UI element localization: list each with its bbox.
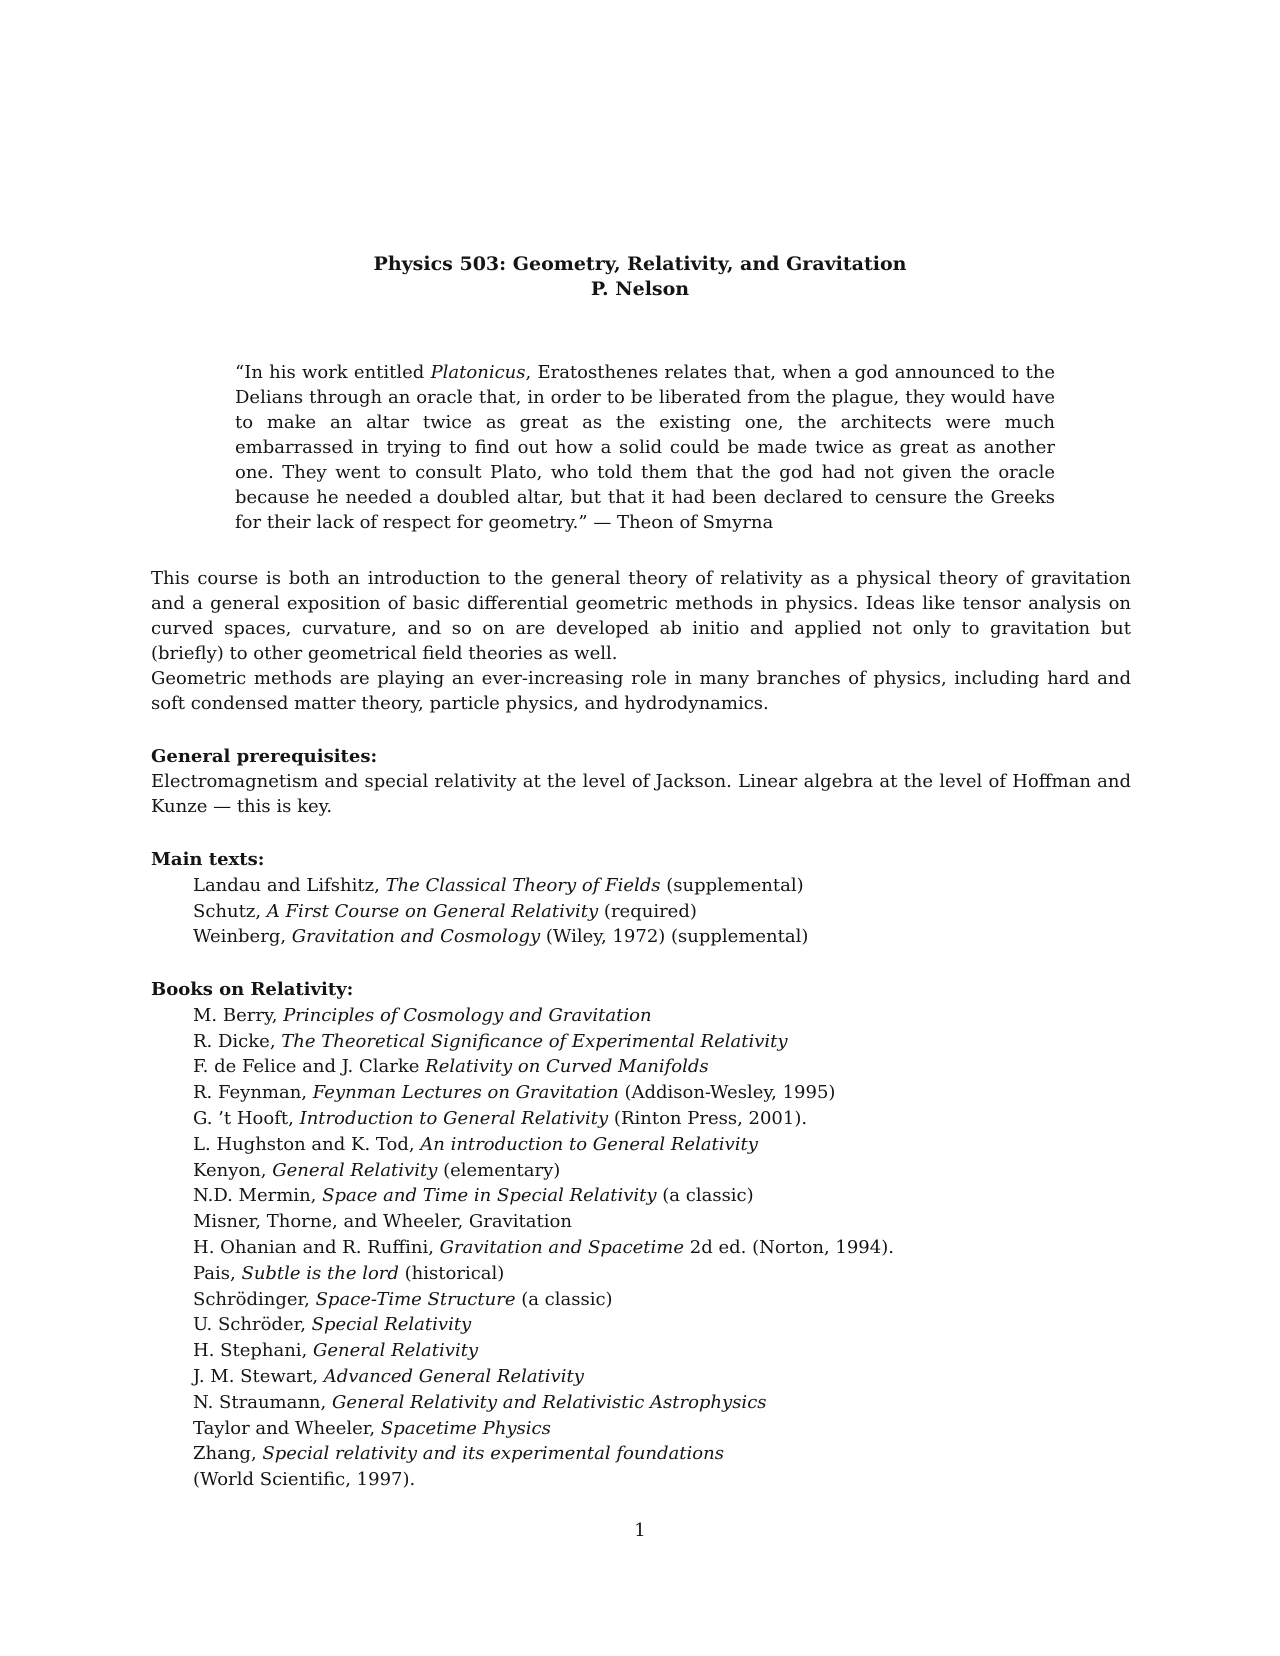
- page-title: Physics 503: Geometry, Relativity, and Gravitation: [373, 253, 907, 275]
- reference-author: H. Stephani,: [193, 1340, 313, 1362]
- reference-entry: [193, 1209, 1131, 1235]
- reference-author: H. Ohanian and R. Ruffini,: [193, 1236, 440, 1258]
- reference-author: F. de Felice and J. Clarke: [193, 1056, 426, 1078]
- reference-entry: [193, 1235, 1131, 1261]
- reference-note: (a classic): [656, 1185, 754, 1207]
- reference-title: Spacetime Physics: [380, 1417, 551, 1439]
- reference-author: R. Dicke,: [193, 1030, 282, 1052]
- reference-title: Feynman Lectures on Gravitation: [312, 1082, 619, 1104]
- reference-author: Kenyon,: [193, 1159, 273, 1181]
- author-name: P. Nelson: [590, 278, 690, 300]
- reference-entry: [193, 873, 1131, 899]
- reference-note: (historical): [398, 1262, 505, 1284]
- reference-note: (a classic): [515, 1288, 613, 1310]
- reference-entry: [193, 1287, 1131, 1313]
- reference-entry: [193, 899, 1131, 925]
- reference-author: Pais,: [193, 1262, 242, 1284]
- reference-author: Schrödinger,: [193, 1288, 316, 1310]
- reference-title: A First Course on General Relativity: [266, 900, 599, 922]
- reference-author: Zhang,: [193, 1443, 263, 1465]
- relativity-books-heading: Books on Relativity:: [151, 979, 354, 1000]
- prerequisites-section: [151, 744, 1131, 819]
- reference-note: (Addison-Wesley, 1995): [618, 1082, 836, 1104]
- reference-title: Introduction to General Relativity: [299, 1107, 609, 1129]
- reference-author: J. M. Stewart,: [193, 1365, 324, 1387]
- reference-title: Gravitation and Spacetime: [439, 1236, 685, 1258]
- reference-title: Gravitation and Cosmology: [291, 926, 541, 948]
- prerequisites-text: Electromagnetism and special relativity at the level of Jackson. Linear algebra at the level of Hoffman and Kunze — this is key.: [151, 771, 1131, 817]
- reference-author: L. Hughston and K. Tod,: [193, 1133, 421, 1155]
- reference-note: (supplemental): [660, 874, 804, 896]
- reference-author: M. Berry,: [193, 1004, 284, 1026]
- reference-entry: [193, 1054, 1131, 1080]
- reference-title: Space-Time Structure: [315, 1288, 516, 1310]
- reference-author: U. Schröder,: [193, 1314, 312, 1336]
- prerequisites-heading: General prerequisites:: [151, 746, 378, 767]
- epigraph-attribution: — Theon of Smyrna: [587, 512, 774, 533]
- reference-author: R. Feynman,: [193, 1082, 313, 1104]
- reference-entry: [193, 1261, 1131, 1287]
- reference-title: General Relativity: [272, 1159, 438, 1181]
- reference-author: Schutz,: [193, 900, 267, 922]
- reference-entry: [193, 1158, 1131, 1184]
- reference-entry: [193, 1003, 1131, 1029]
- main-texts-list: [151, 873, 1131, 950]
- reference-title: Special Relativity: [311, 1314, 472, 1336]
- epigraph-italic-title: Platonicus: [430, 362, 526, 383]
- reference-entry: [193, 1029, 1131, 1055]
- epigraph-quote: [235, 360, 1055, 535]
- reference-author: Taylor and Wheeler,: [193, 1417, 381, 1439]
- reference-author: Landau and Lifshitz,: [193, 874, 386, 896]
- reference-entry: [193, 1312, 1131, 1338]
- reference-author: G. ’t Hooft,: [193, 1107, 300, 1129]
- reference-entry: [193, 924, 1131, 950]
- course-description: [151, 566, 1131, 716]
- reference-entry: [193, 1416, 1131, 1442]
- reference-author: N.D. Mermin,: [193, 1185, 323, 1207]
- reference-entry: [193, 1183, 1131, 1209]
- reference-entry: [193, 1441, 1131, 1467]
- reference-title: Subtle is the lord: [241, 1262, 399, 1284]
- reference-title: General Relativity: [313, 1340, 479, 1362]
- reference-title: Principles of Cosmology and Gravitation: [283, 1004, 652, 1026]
- epigraph-text-start: “In his work entitled: [235, 362, 431, 383]
- reference-title: The Theoretical Significance of Experimental Relativity: [281, 1030, 788, 1052]
- reference-entry: [193, 1364, 1131, 1390]
- reference-entry: [193, 1106, 1131, 1132]
- reference-title: The Classical Theory of Fields: [385, 874, 661, 896]
- reference-title: General Relativity and Relativistic Astrophysics: [331, 1391, 767, 1413]
- main-texts-section: [151, 847, 1131, 950]
- reference-entry: [193, 1390, 1131, 1416]
- reference-title: Advanced General Relativity: [323, 1365, 584, 1387]
- reference-author: Misner, Thorne, and Wheeler, Gravitation: [193, 1211, 572, 1233]
- reference-author: N. Straumann,: [193, 1391, 332, 1413]
- reference-entry: [193, 1338, 1131, 1364]
- page-number: 1: [634, 1520, 646, 1541]
- reference-title: Space and Time in Special Relativity: [322, 1185, 657, 1207]
- reference-note: 2d ed. (Norton, 1994).: [684, 1236, 894, 1258]
- reference-title: Special relativity and its experimental foundations: [262, 1443, 724, 1465]
- reference-entry: [193, 1467, 1131, 1493]
- title-block: [0, 252, 1280, 302]
- reference-entry: [193, 1080, 1131, 1106]
- epigraph-text-rest: , Eratosthenes relates that, when a god announced to the Delians through an oracle that, in order to be liberated from the plague, they would have to make an altar twice as great as the existing one, the architects were much embarrassed in trying to find out how a solid could be made twice as great as another one. They went to consult Plato, who told them that the god had not given the oracle because he needed a doubled altar, but that it had been declared to censure the Greeks for their lack of respect for geometry.”: [235, 362, 1055, 533]
- intro-paragraph-1: This course is both an introduction to the general theory of relativity as a physical theory of gravitation and a general exposition of basic differential geometric methods in physics. Ideas like tensor analysis on curved spaces, curvature, and so on are developed ab initio and applied not only to gravitation but (briefly) to other geometrical field theories as well.: [151, 568, 1131, 664]
- reference-note: (elementary): [437, 1159, 561, 1181]
- reference-author: (World Scientific, 1997).: [193, 1469, 416, 1491]
- reference-author: Weinberg,: [193, 926, 292, 948]
- reference-note: (Rinton Press, 2001).: [608, 1107, 808, 1129]
- reference-note: (Wiley, 1972) (supplemental): [540, 926, 809, 948]
- relativity-books-section: [151, 977, 1131, 1493]
- reference-title: Relativity on Curved Manifolds: [425, 1056, 709, 1078]
- reference-title: An introduction to General Relativity: [420, 1133, 758, 1155]
- reference-entry: [193, 1132, 1131, 1158]
- reference-note: (required): [598, 900, 697, 922]
- intro-paragraph-2: Geometric methods are playing an ever-increasing role in many branches of physics, including hard and soft condensed matter theory, particle physics, and hydrodynamics.: [151, 668, 1131, 714]
- relativity-books-list: [151, 1003, 1131, 1493]
- main-texts-heading: Main texts:: [151, 849, 265, 870]
